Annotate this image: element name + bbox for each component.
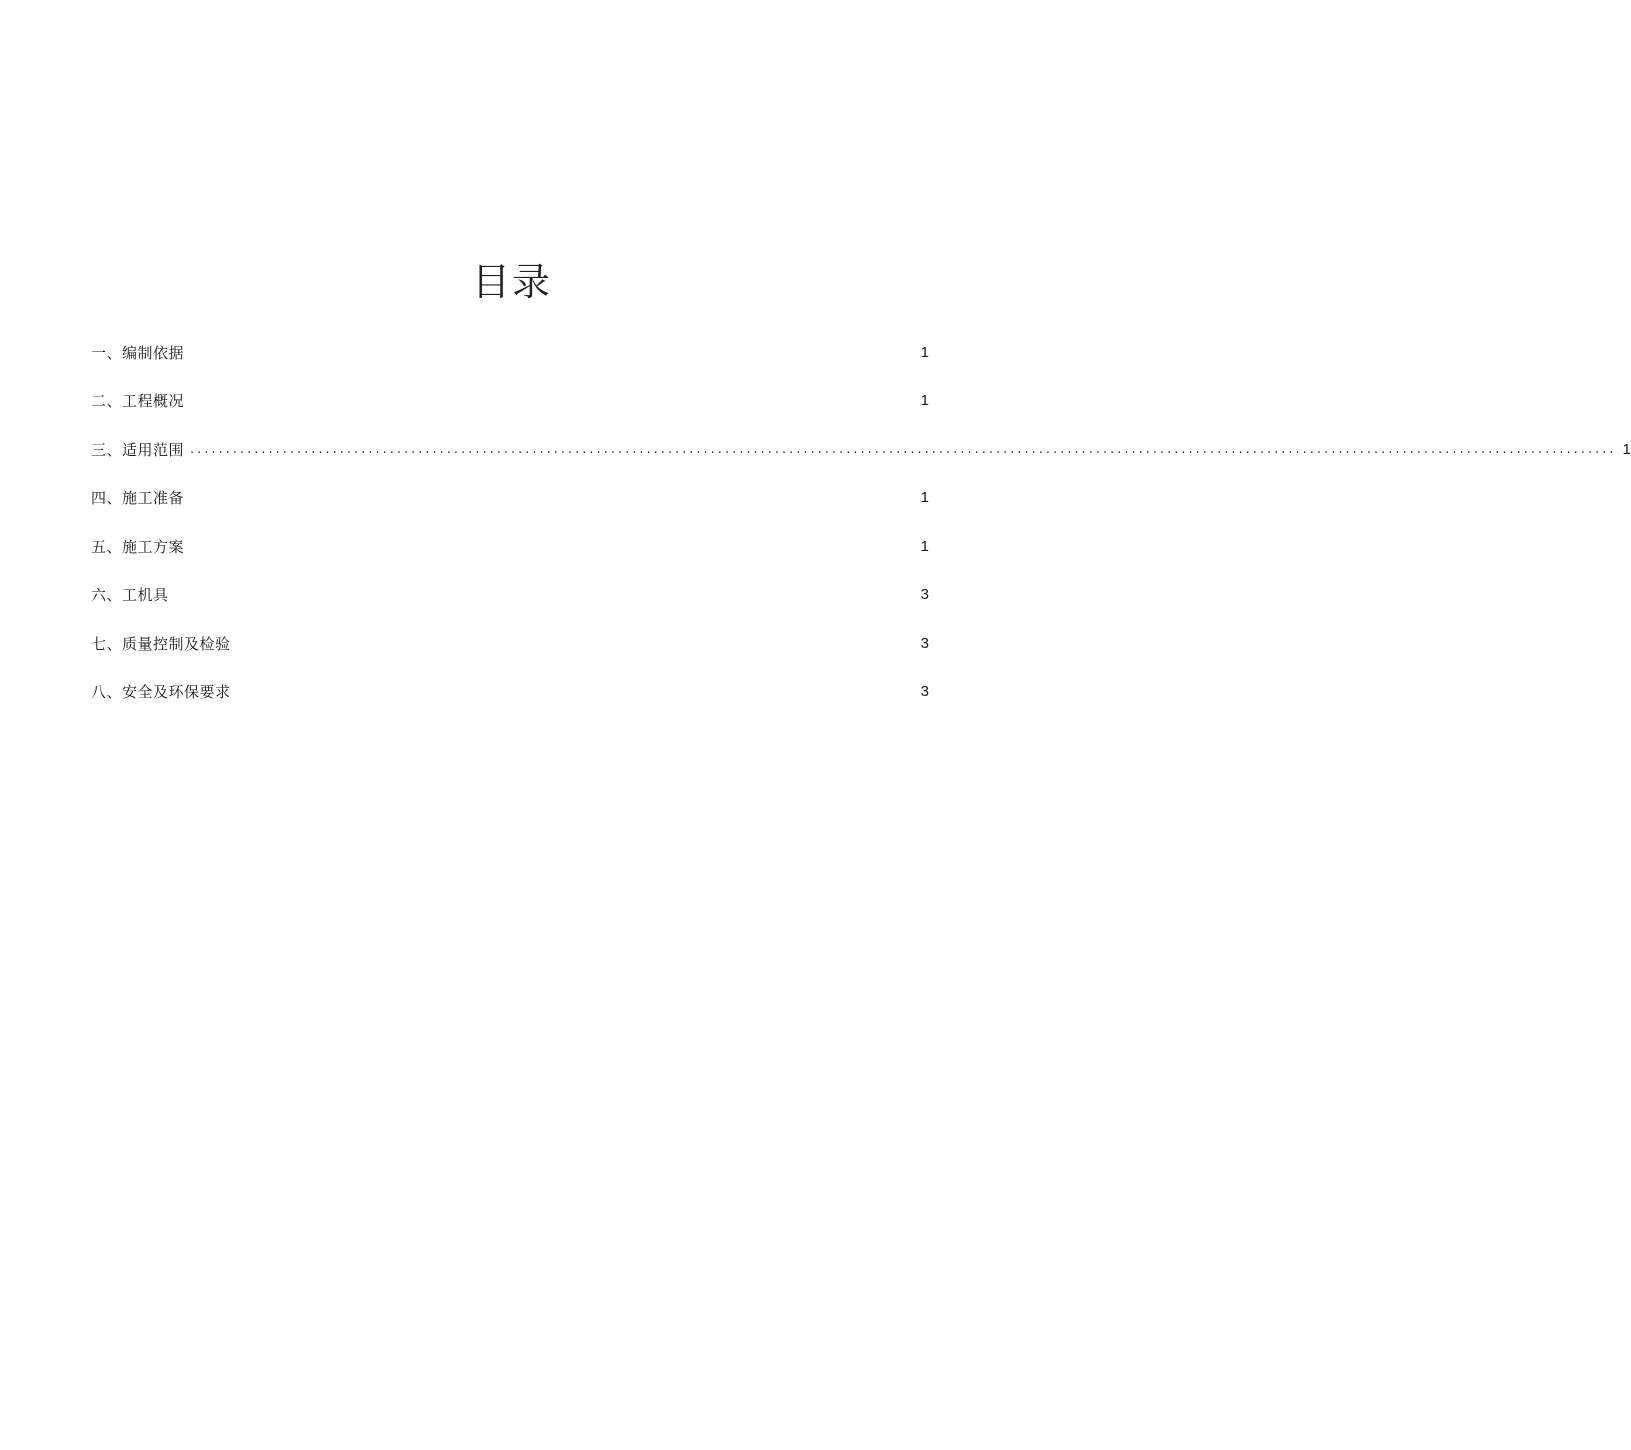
toc-entry-label: 八、安全及环保要求 bbox=[91, 683, 231, 702]
toc-entry-label: 三、适用范围 bbox=[91, 440, 185, 459]
toc-entry-page-number: 1 bbox=[920, 343, 929, 361]
toc-entry-label: 四、施工准备 bbox=[91, 489, 185, 508]
page-title: 目录 bbox=[471, 260, 552, 304]
toc-entry-leader bbox=[237, 636, 915, 651]
toc-entry[interactable] bbox=[91, 377, 929, 426]
toc-entry[interactable] bbox=[91, 522, 929, 571]
toc-entry-page-number: 1 bbox=[920, 537, 929, 555]
toc-entry-page-number: 3 bbox=[920, 586, 929, 604]
toc-entry-leader bbox=[190, 490, 915, 505]
toc-entry[interactable] bbox=[91, 425, 1631, 474]
toc-entry-leader bbox=[237, 684, 915, 699]
toc-entry-label: 七、质量控制及检验 bbox=[91, 634, 231, 653]
toc-entry-page-number: 3 bbox=[920, 683, 929, 701]
toc-list bbox=[91, 328, 1631, 716]
toc-entry-label: 二、工程概况 bbox=[91, 392, 185, 411]
toc-entry-leader bbox=[190, 345, 915, 360]
toc-entry[interactable] bbox=[91, 571, 929, 620]
toc-entry-page-number: 3 bbox=[920, 634, 929, 652]
toc-entry-label: 五、施工方案 bbox=[91, 537, 185, 556]
toc-entry[interactable] bbox=[91, 328, 929, 377]
toc-entry-label: 六、工机具 bbox=[91, 586, 169, 605]
toc-entry-dot-leader: ........................................................................................................................................................................................................ bbox=[190, 441, 1617, 457]
toc-entry-page-number: 1 bbox=[920, 489, 929, 507]
toc-entry[interactable] bbox=[91, 668, 929, 717]
toc-entry-leader bbox=[190, 539, 915, 554]
toc-entry[interactable] bbox=[91, 474, 929, 523]
toc-entry[interactable] bbox=[91, 619, 929, 668]
toc-entry-page-number: 1 bbox=[1622, 440, 1631, 458]
toc-entry-leader bbox=[190, 393, 915, 408]
toc-entry-page-number: 1 bbox=[920, 392, 929, 410]
toc-entry-label: 一、编制依据 bbox=[91, 343, 185, 362]
toc-entry-leader bbox=[175, 587, 915, 602]
